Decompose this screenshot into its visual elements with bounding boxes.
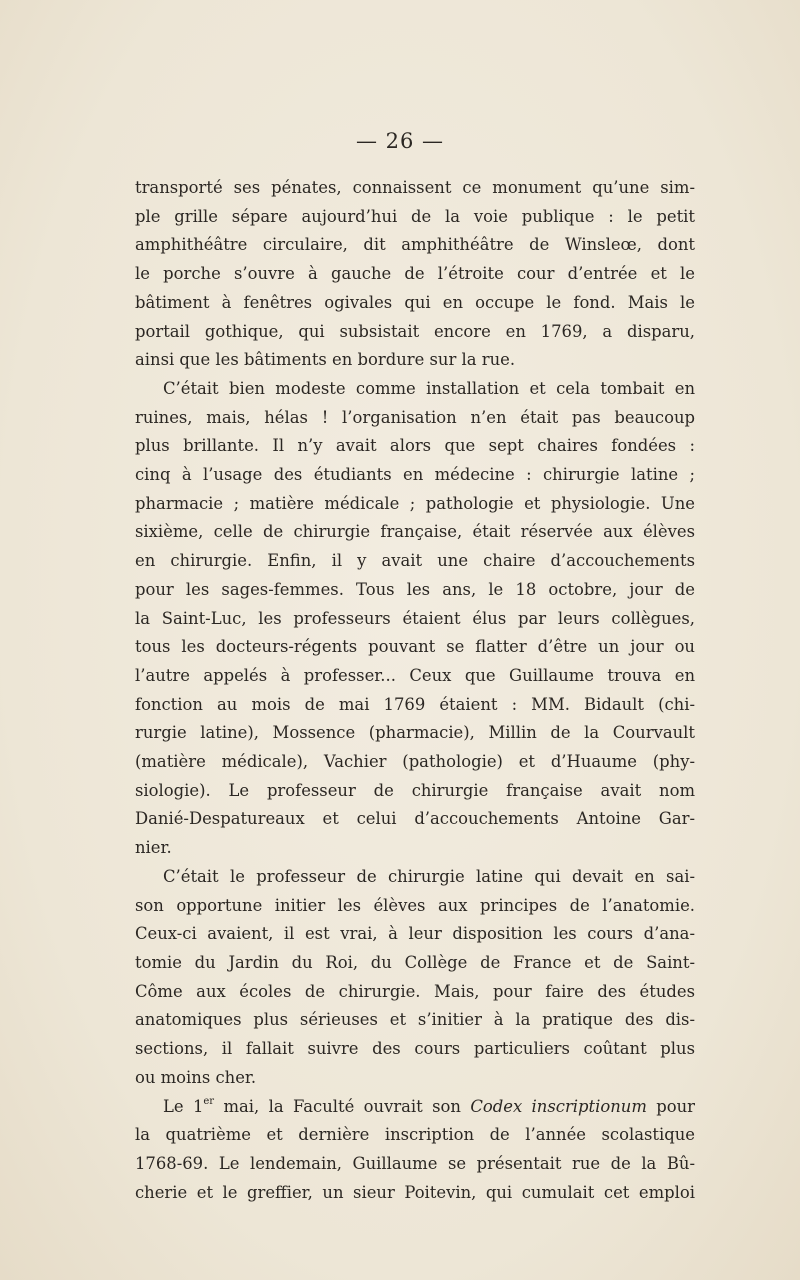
text-line: portail gothique, qui subsistait encore en 1769, a disparu, [135,321,695,341]
text-line: bâtiment à fenêtres ogivales qui en occupe le fond. Mais le [135,292,695,312]
page-number: — 26 — [355,129,445,153]
text-line: 1768-69. Le lendemain, Guillaume se présentait rue de la Bû- [135,1153,695,1173]
text-line: Côme aux écoles de chirurgie. Mais, pour faire des études [135,981,695,1001]
paragraph-1 [135,174,695,375]
text-line: la Saint-Luc, les professeurs étaient élus par leurs collègues, [135,608,695,628]
text-line: cinq à l’usage des étudiants en médecine : chirurgie latine ; [135,465,695,485]
text-line: anatomiques plus sérieuses et s’initier à la pratique des dis- [135,1010,695,1030]
text-line: ainsi que les bâtiments en bordure sur la rue. [135,350,516,370]
text-line: ou moins cher. [135,1067,257,1087]
text-line: plus brillante. Il n’y avait alors que sept chaires fondées : [135,436,695,456]
text-line: sixième, celle de chirurgie française, était réservée aux élèves [135,522,695,542]
paragraph-4 [135,1093,695,1208]
text-line: la quatrième et dernière inscription de l’année scolastique [135,1125,695,1145]
text-line: son opportune initier les élèves aux principes de l’anatomie. [135,895,695,915]
text-line: ruines, mais, hélas ! l’organisation n’en était pas beaucoup [135,407,695,427]
text-line: pour les sages-femmes. Tous les ans, le 18 octobre, jour de [135,579,695,599]
text-run: pour [646,1096,695,1116]
text-line [135,1093,695,1122]
text-line: transporté ses pénates, connaissent ce monument qu’une sim- [135,178,695,197]
text-line: nier. [135,838,172,858]
text-run: Le 1 [163,1096,204,1116]
text-line: ple grille sépare aujourd’hui de la voie publique : le petit [135,206,695,226]
text-line: (matière médicale), Vachier (pathologie) et d’Huaume (phy- [135,752,695,772]
text-line: C’était le professeur de chirurgie latine qui devait en sai- [163,866,695,886]
text-line: en chirurgie. Enfin, il y avait une chaire d’accouchements [135,551,695,571]
superscript: er [203,1096,215,1108]
text-line: le porche s’ouvre à gauche de l’étroite cour d’entrée et le [135,264,695,284]
text-line: cherie et le greffier, un sieur Poitevin, qui cumulait cet emploi [135,1182,695,1202]
italic-title: Codex inscriptionum [470,1096,647,1116]
paragraph-2 [135,375,695,863]
text-line: Danié-Despatureaux et celui d’accouchements Antoine Gar- [135,809,695,829]
text-line: tous les docteurs-régents pouvant se flatter d’être un jour ou [135,637,695,657]
text-line: Ceux-ci avaient, il est vrai, à leur disposition les cours d’ana- [135,924,695,944]
text-line: l’autre appelés à professer... Ceux que Guillaume trouva en [135,665,695,685]
text-run: mai, la Faculté ouvrait son [214,1096,471,1116]
body-text [135,174,695,1207]
text-line: fonction au mois de mai 1769 étaient : MM. Bidault (chi- [135,694,695,714]
text-line: siologie). Le professeur de chirurgie française avait nom [135,780,695,800]
text-line: pharmacie ; matière médicale ; pathologie et physiologie. Une [135,493,695,513]
paragraph-3 [135,863,695,1093]
text-line: tomie du Jardin du Roi, du Collège de France et de Saint- [135,952,695,972]
text-line: sections, il fallait suivre des cours particuliers coûtant plus [135,1039,695,1059]
text-line: C’était bien modeste comme installation et cela tombait en [163,378,695,398]
text-line: rurgie latine), Mossence (pharmacie), Millin de la Courvault [135,723,695,743]
text-line: amphithéâtre circulaire, dit amphithéâtre de Winsleœ, dont [135,235,695,255]
